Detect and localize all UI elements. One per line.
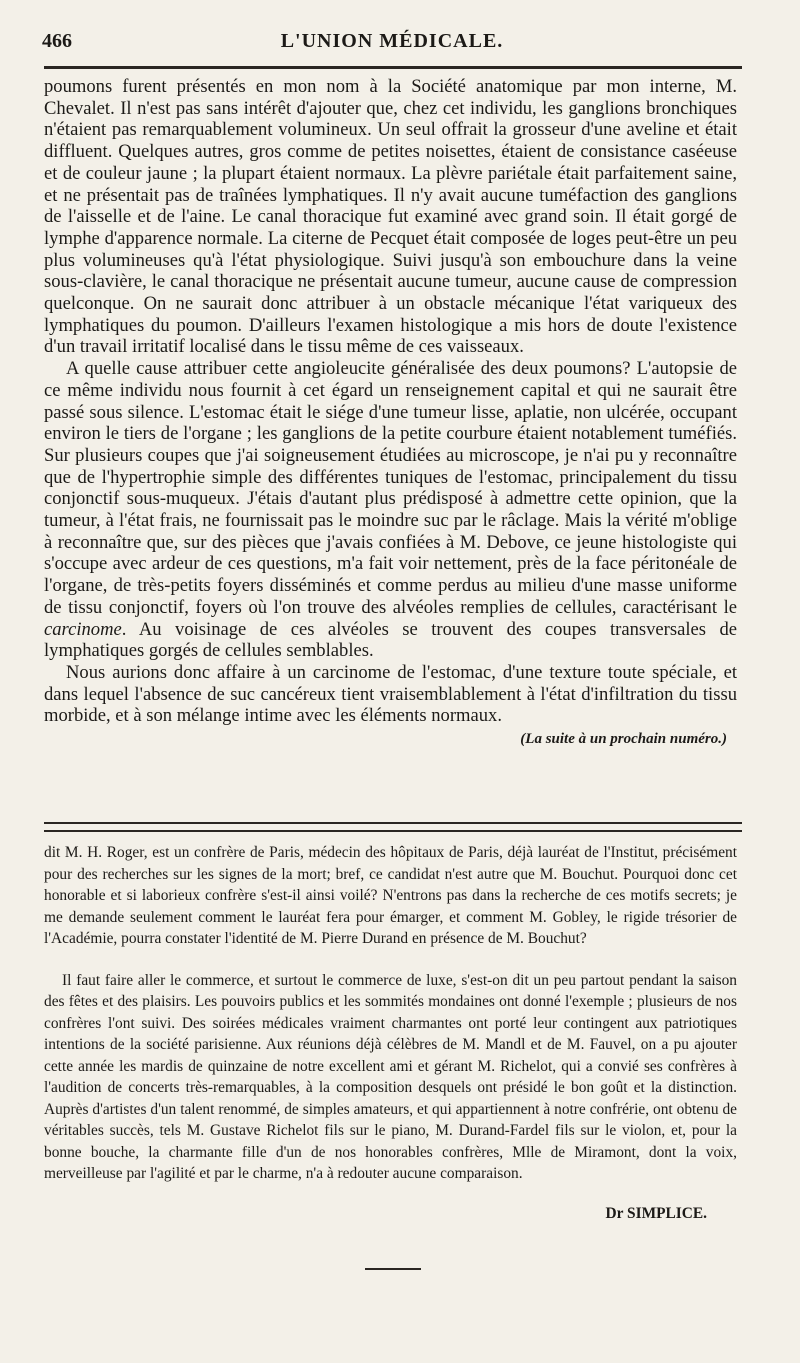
page-number: 466 [42, 30, 72, 52]
running-title: L'UNION MÉDICALE. [280, 30, 504, 52]
section-divider [44, 822, 742, 832]
header-rule [44, 66, 742, 69]
paragraph-text: A quelle cause attribuer cette angioleucite généralisée des deux poumons? L'autopsie de ce même individu nous fournit à cet égard un renseignement capital et qui ne saurait être passé sous silence. L'estomac était le siége d'une tumeur lisse, aplatie, non ulcérée, occupant environ le tiers de l'organe ; les ganglions de la petite courbure étaient notablement tuméfiés. Sur plusieurs coupes que j'ai soigneusement étudiées au microscope, je n'ai pu y reconnaître que de l'hypertrophie simple des différentes tuniques de l'estomac, principalement du tissu conjonctif sous-muqueux. J'étais d'autant plus prédisposé à admettre cette opinion, que la tumeur, à l'état frais, ne fournissait pas le moindre suc par le râclage. Mais la vérité m'oblige à reconnaître que, sur des pièces que j'avais confiées à M. Debove, ce jeune histologiste qui s'occupe avec ardeur de ces questions, m'a fait voir nettement, près de la face péritonéale de l'organe, de très-petits foyers disséminés et comme perdus au milieu d'une masse uniforme de tissu conjonctif, foyers où l'on trouve des alvéoles remplies de cellules, caractérisant le [44, 358, 737, 618]
feuilleton-section [44, 842, 737, 1224]
end-rule [365, 1268, 421, 1270]
paragraph-text: . Au voisinage de ces alvéoles se trouvent des coupes transversales de lymphatiques gorgés de cellules semblables. [44, 618, 737, 662]
main-article [44, 76, 737, 751]
page-header [42, 30, 742, 60]
italic-term: carcinome [44, 618, 122, 640]
article-paragraph: poumons furent présentés en mon nom à la Société anatomique par mon interne, M. Chevalet. Il n'est pas sans intérêt d'ajouter que, chez cet individu, les ganglions bronchiques n'étaient pas remarquablement volumineux. Un seul offrait la grosseur d'une aveline et était diffluent. Quelques autres, gros comme de petites noisettes, étaient de consistance caséeuse et de couleur jaune ; la plupart étaient normaux. La plèvre pariétale était parfaitement saine, et ne présentait pas de traînées lymphatiques. Il n'y avait aucune tuméfaction des ganglions de l'aisselle et de l'aine. Le canal thoracique fut examiné avec grand soin. Il était gorgé de lymphe d'apparence normale. La citerne de Pecquet était composée de loges peut-être un peu plus volumineuses qu'à l'état physiologique. Suivi jusqu'à son embouchure dans la veine sous-clavière, le canal thoracique ne présentait aucune tumeur, aucune cause de compression quelconque. On ne saurait donc attribuer à un obstacle mécanique l'état variqueux des lymphatiques du poumon. D'ailleurs l'examen histologique a mis hors de doute l'existence d'un travail irritatif localisé dans le tissu même de ces vaisseaux. [44, 76, 737, 358]
author-signature: Dr SIMPLICE. [605, 1204, 707, 1222]
feuilleton-paragraph: Il faut faire aller le commerce, et surtout le commerce de luxe, s'est-on dit un peu partout pendant la saison des fêtes et des plaisirs. Les pouvoirs publics et les sommités mondaines ont donné l'exemple ; plusieurs de nos confrères l'ont suivi. Des soirées médicales vraiment charmantes ont porté leur contingent aux patriotiques intentions de la société parisienne. Aux réunions déjà célèbres de M. Mandl et de M. Fauvel, on a pu ajouter cette année les mardis de quinzaine de notre excellent ami et gérant M. Richelot, qui a convié ses confrères à l'audition de concerts très-remarquables, à la composition desquels ont présidé le bon goût et la distinction. Auprès d'artistes d'un talent renommé, de simples amateurs, et qui appartiennent à notre confrérie, ont obtenu de véritables succès, tels M. Gustave Richelot fils sur le piano, M. Durand-Fardel fils sur le violon, et, pour la bonne bouche, la charmante fille d'un de nos honorables confrères, Mlle de Miramont, dont la voix, merveilleuse par l'agilité et par le charme, n'a à redouter aucune comparaison. [44, 971, 737, 1182]
article-paragraph: Nous aurions donc affaire à un carcinome de l'estomac, d'une texture toute spéciale, et dans lequel l'absence de suc cancéreux tient vraisemblablement à l'état d'infiltration du tissu morbide, et à son mélange intime avec les éléments normaux. [44, 661, 737, 727]
article-paragraph [44, 358, 737, 662]
continuation-note: (La suite à un prochain numéro.) [520, 731, 727, 748]
feuilleton-paragraph: dit M. H. Roger, est un confrère de Paris, médecin des hôpitaux de Paris, déjà lauréat de l'Institut, précisément pour des recherches sur les signes de la mort; bref, ce candidat n'est autre que M. Bouchut. Pourquoi donc cet honorable et si laborieux confrère s'est-il ainsi voilé? N'entrons pas dans la recherche de ces motifs secrets; je me demande seulement comment le lauréat fera pour émarger, et comment M. Gobley, le rigide trésorier de l'Académie, pourra constater l'identité de M. Pierre Durand en présence de M. Bouchut? [44, 844, 737, 947]
